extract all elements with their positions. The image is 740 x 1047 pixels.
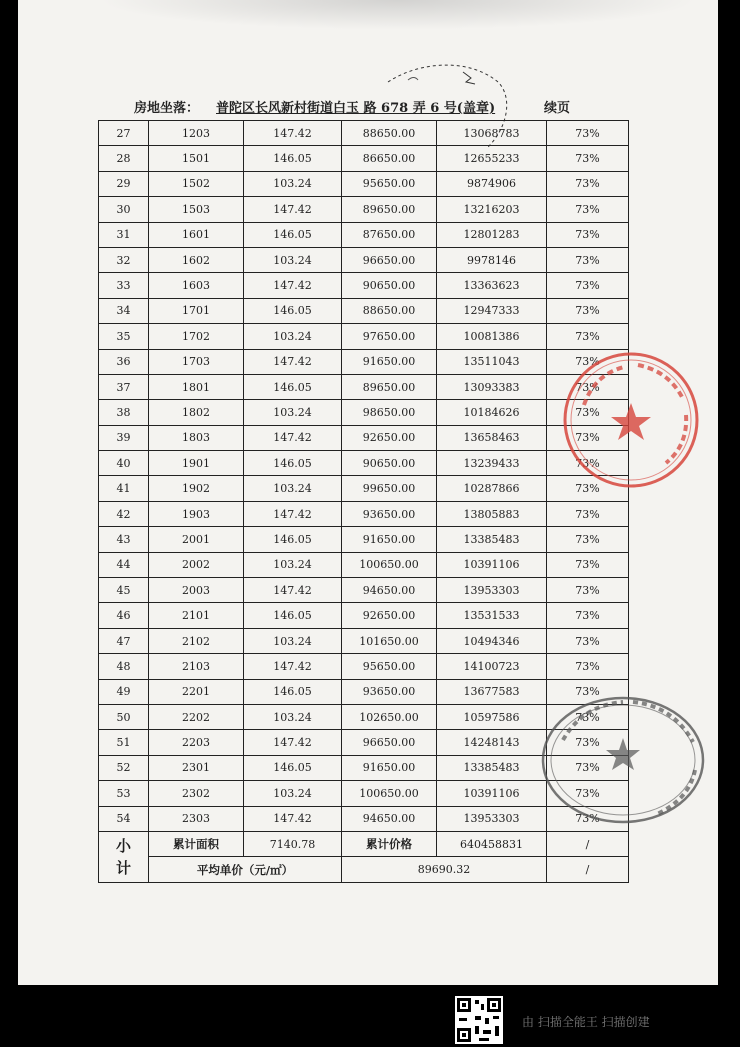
cell-total: 13511043 [437,349,547,374]
cell-area: 146.05 [244,679,342,704]
cell-ratio: 73% [547,273,629,298]
cell-total: 12801283 [437,222,547,247]
cell-total: 13953303 [437,806,547,831]
cell-price: 100650.00 [342,781,437,806]
cell-ratio: 73% [547,121,629,146]
cell-total: 10081386 [437,324,547,349]
cell-no: 53 [99,781,149,806]
cell-price: 98650.00 [342,400,437,425]
cell-area: 146.05 [244,603,342,628]
cell-no: 34 [99,298,149,323]
cell-no: 42 [99,501,149,526]
cell-unit: 2001 [149,527,244,552]
cell-unit: 1701 [149,298,244,323]
cell-total: 9874906 [437,171,547,196]
cell-area: 147.42 [244,197,342,222]
table-row [99,501,629,526]
cell-ratio: 73% [547,704,629,729]
cell-total: 13068783 [437,121,547,146]
cell-no: 36 [99,349,149,374]
cell-ratio: 73% [547,552,629,577]
cell-price: 92650.00 [342,425,437,450]
cell-ratio: 73% [547,628,629,653]
cumulative-price-value: 640458831 [437,831,547,857]
cell-unit: 2302 [149,781,244,806]
cell-total: 13093383 [437,374,547,399]
cell-no: 46 [99,603,149,628]
cell-area: 147.42 [244,273,342,298]
cell-unit: 1203 [149,121,244,146]
cell-price: 91650.00 [342,349,437,374]
cell-no: 31 [99,222,149,247]
cell-total: 10597586 [437,704,547,729]
cell-ratio: 73% [547,298,629,323]
cell-price: 97650.00 [342,324,437,349]
cell-unit: 1801 [149,374,244,399]
cell-unit: 2203 [149,730,244,755]
cell-ratio: 73% [547,374,629,399]
gray-seal [533,690,708,830]
avg-price-label: 平均单价（元/㎡） [149,857,342,883]
cell-unit: 2003 [149,578,244,603]
cell-price: 93650.00 [342,679,437,704]
cell-area: 103.24 [244,781,342,806]
cell-unit: 2002 [149,552,244,577]
table-row [99,628,629,653]
cell-unit: 1503 [149,197,244,222]
cell-total: 13216203 [437,197,547,222]
cell-no: 49 [99,679,149,704]
cell-ratio: 73% [547,781,629,806]
table-row [99,171,629,196]
cell-ratio: 73% [547,730,629,755]
subtotal-row [99,831,629,857]
cell-total: 13805883 [437,501,547,526]
cell-price: 91650.00 [342,527,437,552]
cell-area: 103.24 [244,628,342,653]
table-row [99,654,629,679]
cell-ratio: 73% [547,247,629,272]
cell-no: 44 [99,552,149,577]
table-row [99,527,629,552]
cell-ratio: 73% [547,451,629,476]
cell-unit: 1703 [149,349,244,374]
cell-ratio: 73% [547,501,629,526]
cell-total: 10391106 [437,552,547,577]
cumulative-price-label: 累计价格 [342,831,437,857]
subtotal-label: 小 计 [99,831,149,882]
cell-price: 100650.00 [342,552,437,577]
cell-ratio: 73% [547,806,629,831]
table-row [99,273,629,298]
cell-no: 29 [99,171,149,196]
cell-no: 50 [99,704,149,729]
table-row [99,451,629,476]
cell-unit: 1603 [149,273,244,298]
cell-unit: 2201 [149,679,244,704]
cell-ratio: 73% [547,400,629,425]
cell-area: 147.42 [244,578,342,603]
cell-no: 37 [99,374,149,399]
cell-price: 94650.00 [342,578,437,603]
cell-area: 147.42 [244,654,342,679]
avg-price-value: 89690.32 [342,857,547,883]
cumulative-area-value: 7140.78 [244,831,342,857]
cell-total: 14248143 [437,730,547,755]
cell-area: 147.42 [244,730,342,755]
cell-price: 102650.00 [342,704,437,729]
qr-code-icon [455,996,503,1044]
cell-unit: 2103 [149,654,244,679]
continuation-label: 续页 [544,101,571,116]
cell-no: 32 [99,247,149,272]
cell-no: 54 [99,806,149,831]
cell-area: 147.42 [244,425,342,450]
cell-area: 146.05 [244,527,342,552]
table-row [99,425,629,450]
cell-area: 147.42 [244,121,342,146]
table-row [99,349,629,374]
cell-unit: 1501 [149,146,244,171]
table-row [99,400,629,425]
cell-no: 41 [99,476,149,501]
cell-total: 10287866 [437,476,547,501]
cell-total: 13531533 [437,603,547,628]
document-page [18,0,718,985]
cell-area: 103.24 [244,171,342,196]
average-slash: / [547,857,629,883]
cell-area: 103.24 [244,552,342,577]
cell-price: 94650.00 [342,806,437,831]
cell-ratio: 73% [547,171,629,196]
cell-area: 103.24 [244,400,342,425]
cell-total: 13385483 [437,755,547,780]
average-row [99,857,629,883]
cell-area: 103.24 [244,324,342,349]
scan-smudge [98,0,698,30]
cell-no: 51 [99,730,149,755]
cell-no: 33 [99,273,149,298]
table-row [99,247,629,272]
table-row [99,146,629,171]
cell-price: 90650.00 [342,451,437,476]
scanner-watermark: 由 扫描全能王 扫描创建 [522,1015,650,1029]
cell-price: 89650.00 [342,374,437,399]
cell-ratio: 73% [547,222,629,247]
cell-total: 13385483 [437,527,547,552]
cell-area: 103.24 [244,476,342,501]
cell-price: 96650.00 [342,247,437,272]
table-row [99,552,629,577]
red-company-seal [556,345,706,495]
cumulative-area-label: 累计面积 [149,831,244,857]
cell-unit: 1702 [149,324,244,349]
cell-unit: 2202 [149,704,244,729]
cell-area: 146.05 [244,451,342,476]
cell-unit: 1601 [149,222,244,247]
cell-total: 13677583 [437,679,547,704]
cell-ratio: 73% [547,146,629,171]
cell-price: 95650.00 [342,171,437,196]
cell-price: 90650.00 [342,273,437,298]
table-row [99,374,629,399]
cell-area: 146.05 [244,222,342,247]
cell-total: 10391106 [437,781,547,806]
cell-ratio: 73% [547,654,629,679]
cell-price: 95650.00 [342,654,437,679]
cell-no: 43 [99,527,149,552]
cell-total: 10494346 [437,628,547,653]
cell-total: 14100723 [437,654,547,679]
cell-area: 146.05 [244,755,342,780]
cell-unit: 2102 [149,628,244,653]
cell-total: 13658463 [437,425,547,450]
cell-ratio: 73% [547,679,629,704]
cell-ratio: 73% [547,578,629,603]
cell-price: 88650.00 [342,298,437,323]
cell-total: 10184626 [437,400,547,425]
cell-no: 28 [99,146,149,171]
cell-ratio: 73% [547,349,629,374]
cell-price: 86650.00 [342,146,437,171]
cell-unit: 1903 [149,501,244,526]
cell-unit: 1803 [149,425,244,450]
document-header [98,97,628,119]
cell-price: 89650.00 [342,197,437,222]
cell-price: 92650.00 [342,603,437,628]
cell-area: 147.42 [244,501,342,526]
table-row [99,603,629,628]
table-row [99,222,629,247]
property-address: 普陀区长风新村街道白玉 路 678 弄 6 号(盖章) [216,101,496,116]
cell-price: 99650.00 [342,476,437,501]
table-row [99,578,629,603]
cell-area: 147.42 [244,349,342,374]
cell-no: 38 [99,400,149,425]
cell-price: 101650.00 [342,628,437,653]
cell-area: 146.05 [244,374,342,399]
cell-total: 13239433 [437,451,547,476]
cell-no: 35 [99,324,149,349]
cell-total: 9978146 [437,247,547,272]
cell-unit: 1802 [149,400,244,425]
cell-area: 146.05 [244,298,342,323]
cell-unit: 2301 [149,755,244,780]
cell-area: 147.42 [244,806,342,831]
cell-area: 103.24 [244,247,342,272]
table-row [99,197,629,222]
table-row [99,324,629,349]
cell-total: 13363623 [437,273,547,298]
cell-no: 27 [99,121,149,146]
cell-unit: 2101 [149,603,244,628]
cell-area: 146.05 [244,146,342,171]
cell-ratio: 73% [547,603,629,628]
cell-unit: 2303 [149,806,244,831]
location-label: 房地坐落： [134,101,200,116]
cell-total: 12947333 [437,298,547,323]
cell-price: 93650.00 [342,501,437,526]
cell-unit: 1502 [149,171,244,196]
cell-price: 96650.00 [342,730,437,755]
cell-no: 45 [99,578,149,603]
cell-area: 103.24 [244,704,342,729]
cell-no: 40 [99,451,149,476]
table-row [99,121,629,146]
cell-price: 88650.00 [342,121,437,146]
cell-unit: 1902 [149,476,244,501]
cell-total: 13953303 [437,578,547,603]
cell-unit: 1602 [149,247,244,272]
cell-ratio: 73% [547,755,629,780]
cell-ratio: 73% [547,324,629,349]
table-row [99,298,629,323]
cell-ratio: 73% [547,197,629,222]
cell-no: 39 [99,425,149,450]
cell-price: 87650.00 [342,222,437,247]
cell-unit: 1901 [149,451,244,476]
cell-ratio: 73% [547,425,629,450]
cell-ratio: 73% [547,476,629,501]
cell-price: 91650.00 [342,755,437,780]
cell-no: 48 [99,654,149,679]
subtotal-slash: / [547,831,629,857]
cell-no: 52 [99,755,149,780]
cell-no: 47 [99,628,149,653]
cell-total: 12655233 [437,146,547,171]
cell-no: 30 [99,197,149,222]
table-row [99,476,629,501]
cell-ratio: 73% [547,527,629,552]
